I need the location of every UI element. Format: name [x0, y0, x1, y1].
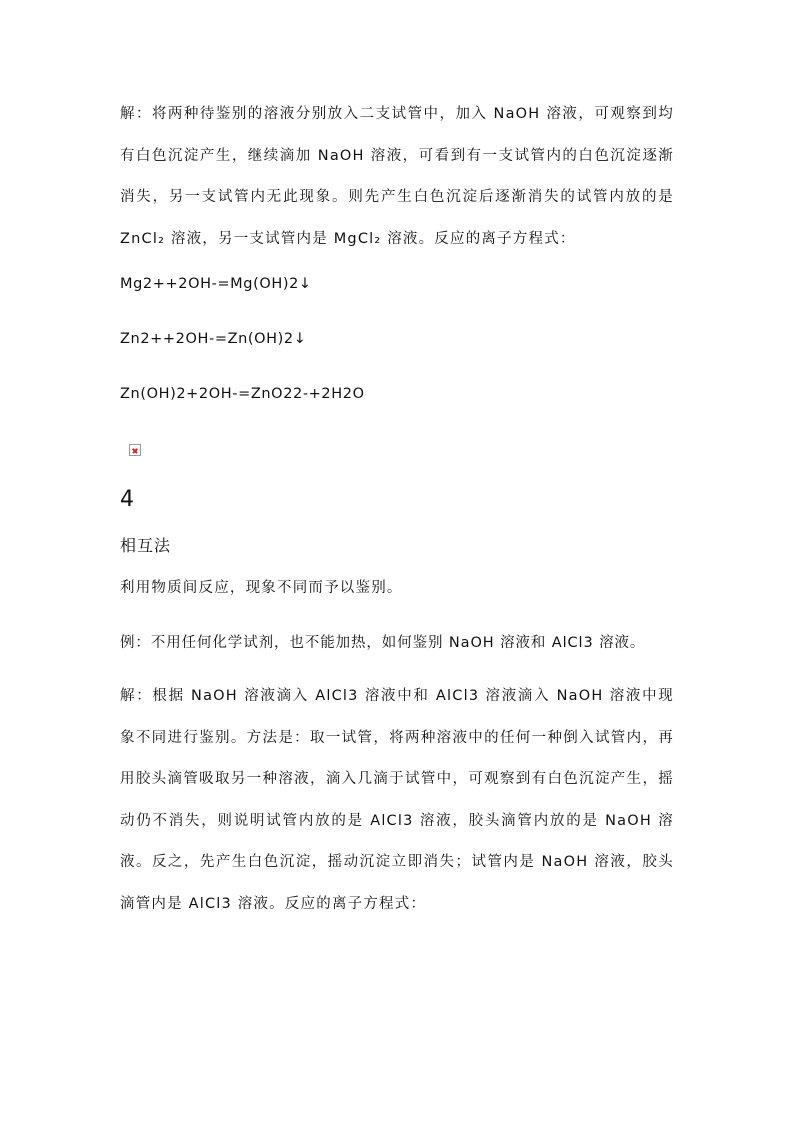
section-number: 4	[120, 487, 134, 512]
example-paragraph: 例：不用任何化学试剂，也不能加热，如何鉴别 NaOH 溶液和 AlCl3 溶液。	[120, 635, 646, 651]
equation-2: Zn2++2OH-=Zn(OH)2↓	[120, 331, 307, 347]
equation-1: Mg2++2OH-=Mg(OH)2↓	[120, 276, 312, 292]
section-title: 相互法	[120, 536, 172, 555]
document-page	[120, 0, 674, 925]
broken-image-icon	[129, 444, 141, 456]
solution-paragraph-2: 解：根据 NaOH 溶液滴入 AlCl3 溶液中和 AlCl3 溶液滴入 NaOH 溶液中现象不同进行鉴别。方法是：取一试管，将两种溶液中的任何一种倒入试管内，再用胶头滴管吸取另一种溶液，滴入几滴于试管中，可观察到有白色沉淀产生，摇动仍不消失，则说明试管内放的是 AlCl3 溶液，胶头滴管内放的是 NaOH 溶液。反之，先产生白色沉淀，摇动沉淀立即消失；试管内是 NaOH 溶液，胶头滴管内是 AlCl3 溶液。反应的离子方程式：	[120, 688, 674, 912]
equation-3: Zn(OH)2+2OH-=ZnO22-+2H2O	[120, 386, 365, 402]
solution-paragraph-1: 解：将两种待鉴别的溶液分别放入二支试管中，加入 NaOH 溶液，可观察到均有白色沉淀产生，继续滴加 NaOH 溶液，可看到有一支试管内的白色沉淀逐渐消失，另一支试管内无此现象。则先产生白色沉淀后逐渐消失的试管内放的是 ZnCl₂ 溶液，另一支试管内是 MgCl₂ 溶液。反应的离子方程式：	[120, 106, 674, 247]
intro-paragraph: 利用物质间反应，现象不同而予以鉴别。	[120, 580, 403, 596]
